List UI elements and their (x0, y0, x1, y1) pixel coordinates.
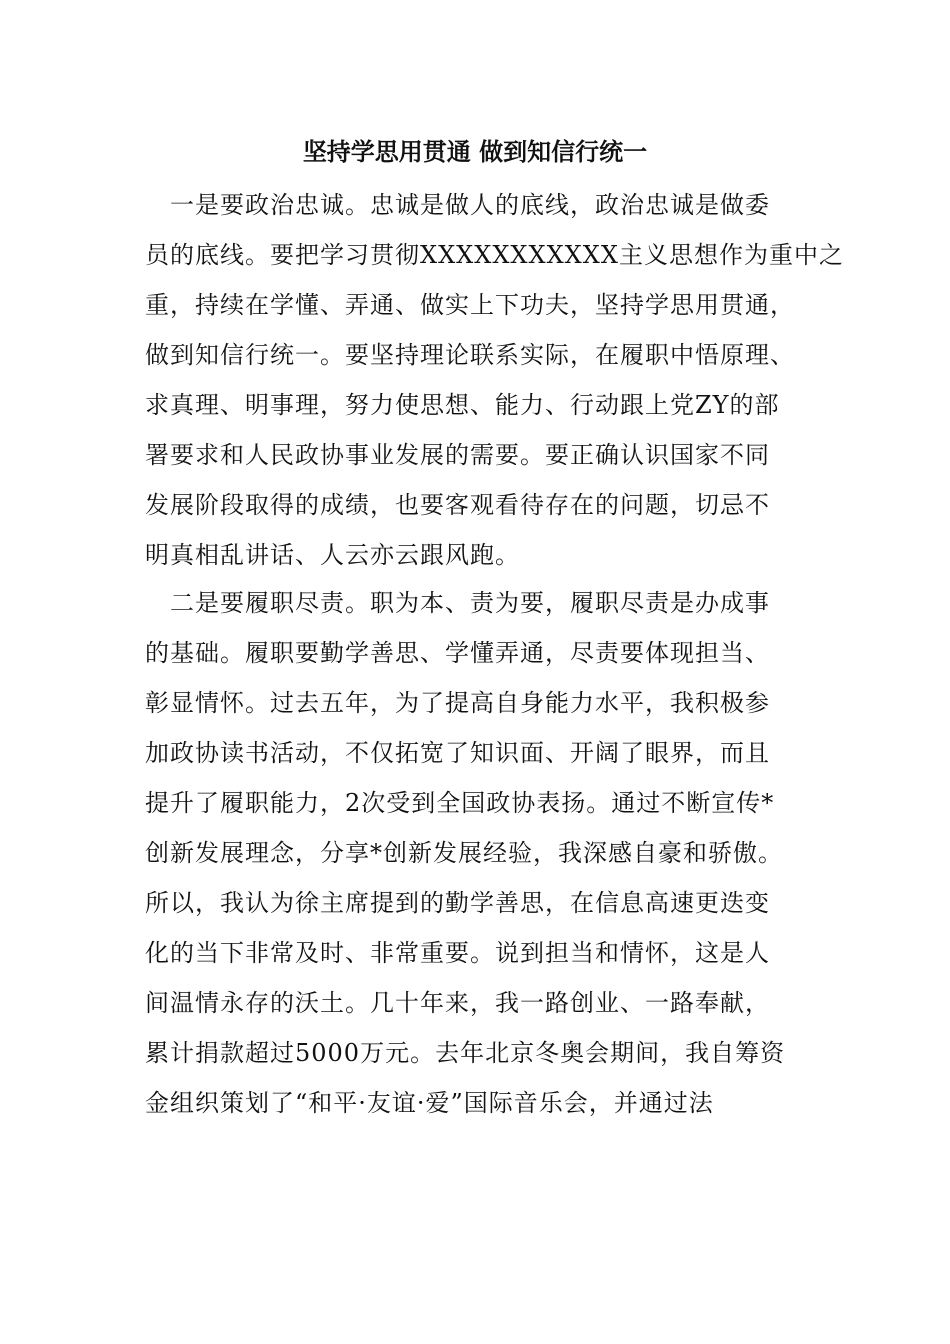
paragraph-line: 所以，我认为徐主席提到的勤学善思，在信息高速更迭变 (145, 889, 770, 917)
paragraph-line: 彰显情怀。过去五年，为了提高自身能力水平，我积极参 (145, 689, 770, 717)
paragraph-line: 加政协读书活动，不仅拓宽了知识面、开阔了眼界，而且 (145, 739, 770, 767)
paragraph-duty-fulfillment (145, 578, 825, 1128)
paragraph-line: 发展阶段取得的成绩，也要客观看待存在的问题，切忌不 (145, 491, 770, 519)
paragraph-line: 二是要履职尽责。职为本、责为要，履职尽责是办成事 (145, 589, 770, 617)
paragraph-line: 一是要政治忠诚。忠诚是做人的底线，政治忠诚是做委 (145, 191, 770, 219)
paragraph-line: 署要求和人民政协事业发展的需要。要正确认识国家不同 (145, 441, 770, 469)
paragraph-line: 重，持续在学懂、弄通、做实上下功夫，坚持学思用贯通， (145, 291, 795, 319)
paragraph-line: 明真相乱讲话、人云亦云跟风跑。 (145, 541, 520, 569)
paragraph-line: 间温情永存的沃土。几十年来，我一路创业、一路奉献， (145, 989, 770, 1017)
paragraph-line: 提升了履职能力，2次受到全国政协表扬。通过不断宣传* (145, 789, 775, 817)
document-title: 坚持学思用贯通 做到知信行统一 (302, 138, 648, 166)
paragraph-line: 金组织策划了“和平·友谊·爱”国际音乐会，并通过法 (145, 1089, 714, 1117)
paragraph-line: 的基础。履职要勤学善思、学懂弄通，尽责要体现担当、 (145, 639, 770, 667)
paragraph-line: 做到知信行统一。要坚持理论联系实际，在履职中悟原理、 (145, 341, 795, 369)
paragraph-political-loyalty (145, 180, 844, 580)
paragraph-line: 化的当下非常及时、非常重要。说到担当和情怀，这是人 (145, 939, 770, 967)
paragraph-line: 求真理、明事理，努力使思想、能力、行动跟上党ZY的部 (145, 391, 780, 419)
paragraph-line: 员的底线。要把学习贯彻XXXXXXXXXXX主义思想作为重中之 (145, 241, 844, 269)
paragraph-line: 累计捐款超过5000万元。去年北京冬奥会期间，我自筹资 (145, 1039, 786, 1067)
paragraph-line: 创新发展理念，分享*创新发展经验，我深感自豪和骄傲。 (145, 839, 783, 867)
